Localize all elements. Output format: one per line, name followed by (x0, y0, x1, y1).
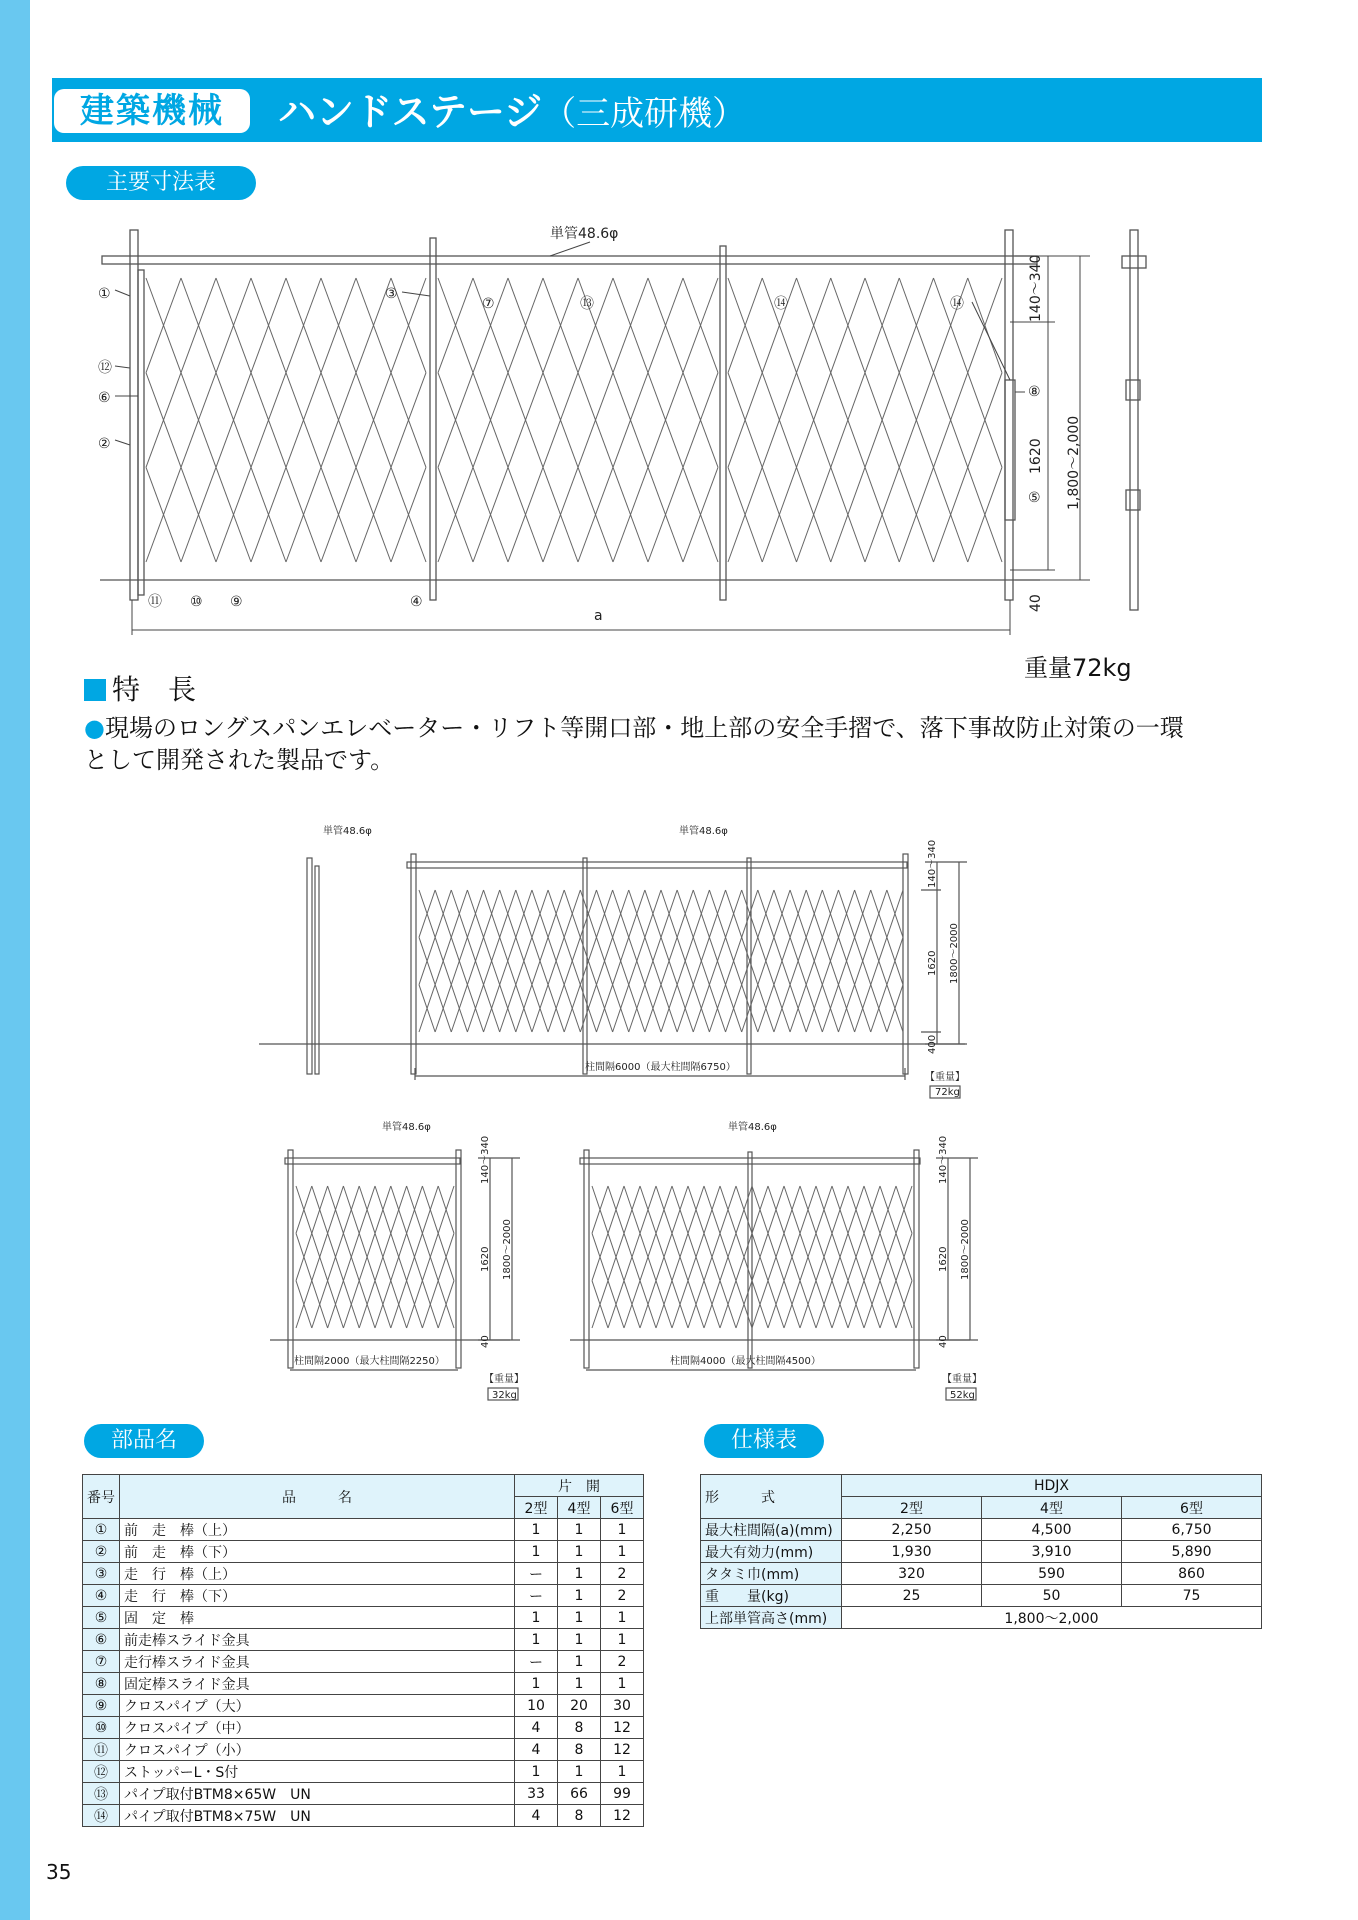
spec-label: タタミ巾(mm) (701, 1563, 842, 1585)
callout-7: ⑦ (482, 296, 495, 312)
dim-total: 1,800～2,000 (1066, 415, 1082, 510)
section-spec-label: 仕様表 (704, 1424, 824, 1458)
callout-9: ⑨ (230, 594, 243, 610)
col-4type: 4型 (558, 1497, 601, 1519)
part-qty: 4 (515, 1805, 558, 1827)
fig3-span: 柱間隔4000（最大柱間隔4500） (670, 1356, 821, 1367)
part-qty: 2 (601, 1563, 644, 1585)
main-dimension-drawing (80, 210, 1180, 640)
dim-bottom: 40 (1028, 594, 1044, 612)
parts-row (83, 1739, 644, 1761)
part-no: ④ (83, 1585, 120, 1607)
fig2-d1: 140～340 (480, 1135, 491, 1184)
parts-row (83, 1761, 644, 1783)
parts-row (83, 1519, 644, 1541)
pipe-label: 単管48.6φ (550, 226, 619, 242)
part-qty: 4 (515, 1717, 558, 1739)
part-name: クロスパイプ（小） (120, 1739, 515, 1761)
fig3-d3: 1800～2000 (960, 1219, 971, 1280)
fig1-span: 柱間隔6000（最大柱間隔6750） (585, 1062, 736, 1073)
spec-label: 重 量(kg) (701, 1585, 842, 1607)
part-name: 走行棒スライド金具 (120, 1651, 515, 1673)
spec-label: 最大柱間隔(a)(mm) (701, 1519, 842, 1541)
part-no: ⑪ (83, 1739, 120, 1761)
part-name: 固 定 棒 (120, 1607, 515, 1629)
fig3-d2: 1620 (938, 1246, 949, 1272)
part-name: パイプ取付BTM8×65W UN (120, 1783, 515, 1805)
part-qty: 2 (601, 1585, 644, 1607)
part-qty: 1 (558, 1607, 601, 1629)
fig3-d4: 40 (938, 1335, 949, 1348)
spec-type-2: 2型 (842, 1497, 982, 1519)
part-no: ⑦ (83, 1651, 120, 1673)
page-title (278, 84, 746, 140)
fig2-weight-label: 【重量】 (484, 1374, 524, 1385)
parts-row (83, 1629, 644, 1651)
part-qty: 1 (601, 1519, 644, 1541)
callout-8: ⑧ (1028, 384, 1041, 400)
part-name: クロスパイプ（中） (120, 1717, 515, 1739)
parts-row (83, 1607, 644, 1629)
page-number: 35 (46, 1860, 72, 1884)
callout-13: ⑬ (580, 296, 594, 312)
spec-height-label: 上部単管高さ(mm) (701, 1607, 842, 1629)
part-qty: 33 (515, 1783, 558, 1805)
bullet-icon: ● (84, 714, 105, 742)
spec-row (701, 1541, 1262, 1563)
spec-value: 2,250 (842, 1519, 982, 1541)
fig1-d3: 1800～2000 (949, 923, 960, 984)
section-dimensions-label: 主要寸法表 (66, 166, 256, 200)
part-qty: 1 (558, 1761, 601, 1783)
fig1-pipe-left: 単管48.6φ (323, 826, 372, 837)
part-qty: ー (515, 1585, 558, 1607)
part-name: 前走棒スライド金具 (120, 1629, 515, 1651)
parts-row (83, 1717, 644, 1739)
parts-row (83, 1651, 644, 1673)
features-text (84, 712, 1194, 776)
part-qty: 12 (601, 1717, 644, 1739)
parts-row (83, 1673, 644, 1695)
spec-row (701, 1519, 1262, 1541)
col-6type: 6型 (601, 1497, 644, 1519)
part-qty: 30 (601, 1695, 644, 1717)
spec-value: 1,930 (842, 1541, 982, 1563)
col-no: 番号 (83, 1475, 120, 1519)
spec-type-6: 6型 (1122, 1497, 1262, 1519)
part-qty: 99 (601, 1783, 644, 1805)
spec-model: HDJX (842, 1475, 1262, 1497)
spec-value: 3,910 (982, 1541, 1122, 1563)
fig1-d1: 140～340 (927, 839, 938, 888)
part-no: ⑭ (83, 1805, 120, 1827)
fig3-d1: 140～340 (938, 1135, 949, 1184)
col-group: 片 開 (515, 1475, 644, 1497)
fig1-d4: 400 (927, 1034, 938, 1054)
parts-table (82, 1474, 644, 1827)
part-qty: 1 (558, 1563, 601, 1585)
spec-type-4: 4型 (982, 1497, 1122, 1519)
col-2type: 2型 (515, 1497, 558, 1519)
spec-row (701, 1563, 1262, 1585)
spec-value: 6,750 (1122, 1519, 1262, 1541)
part-name: 前 走 棒（下） (120, 1541, 515, 1563)
section-parts-label: 部品名 (84, 1424, 204, 1458)
features-heading (84, 668, 196, 708)
part-no: ③ (83, 1563, 120, 1585)
fig1-pipe: 単管48.6φ (679, 826, 728, 837)
col-name: 品 名 (120, 1475, 515, 1519)
part-qty: 1 (601, 1673, 644, 1695)
fig3-weight-label: 【重量】 (942, 1374, 982, 1385)
spec-value: 50 (982, 1585, 1122, 1607)
fig2-d3: 1800～2000 (502, 1219, 513, 1280)
callout-6: ⑥ (98, 390, 111, 406)
part-qty: 1 (515, 1673, 558, 1695)
part-no: ⑫ (83, 1761, 120, 1783)
spec-row (701, 1585, 1262, 1607)
spec-value: 75 (1122, 1585, 1262, 1607)
spec-value: 4,500 (982, 1519, 1122, 1541)
part-qty: 1 (515, 1761, 558, 1783)
spec-label: 最大有効力(mm) (701, 1541, 842, 1563)
callout-14a: ⑭ (774, 296, 788, 312)
parts-row (83, 1805, 644, 1827)
part-name: クロスパイプ（大） (120, 1695, 515, 1717)
part-qty: 1 (515, 1519, 558, 1541)
part-no: ⑬ (83, 1783, 120, 1805)
spec-height: 1,800～2,000 (842, 1607, 1262, 1629)
callout-5: ⑤ (1028, 490, 1041, 506)
side-color-bar (0, 0, 30, 1920)
spec-value: 590 (982, 1563, 1122, 1585)
product-name: ハンドステージ (278, 90, 543, 134)
part-qty: ー (515, 1651, 558, 1673)
fig2-d2: 1620 (480, 1246, 491, 1272)
part-name: 前 走 棒（上） (120, 1519, 515, 1541)
part-name: 走 行 棒（上） (120, 1563, 515, 1585)
part-no: ⑨ (83, 1695, 120, 1717)
fig3-weight: 52kg (950, 1390, 975, 1401)
callout-14b: ⑭ (950, 296, 964, 312)
maker-name: （三成研機） (542, 94, 747, 134)
part-qty: 1 (515, 1541, 558, 1563)
spec-value: 860 (1122, 1563, 1262, 1585)
fig2-span: 柱間隔2000（最大柱間隔2250） (294, 1356, 445, 1367)
parts-row (83, 1585, 644, 1607)
part-qty: 1 (558, 1651, 601, 1673)
part-qty: 1 (601, 1629, 644, 1651)
fig2-pipe: 単管48.6φ (382, 1122, 431, 1133)
part-name: 固定棒スライド金具 (120, 1673, 515, 1695)
parts-row (83, 1563, 644, 1585)
figure-2-type (270, 1112, 560, 1402)
spec-model-label: 形 式 (701, 1475, 842, 1519)
spec-value: 25 (842, 1585, 982, 1607)
part-no: ② (83, 1541, 120, 1563)
spec-value: 320 (842, 1563, 982, 1585)
part-qty: 1 (558, 1629, 601, 1651)
part-qty: 12 (601, 1805, 644, 1827)
callout-11: ⑪ (148, 594, 162, 610)
part-no: ⑤ (83, 1607, 120, 1629)
part-qty: 4 (515, 1739, 558, 1761)
part-name: ストッパーL・S付 (120, 1761, 515, 1783)
part-qty: 1 (558, 1585, 601, 1607)
part-no: ① (83, 1519, 120, 1541)
part-qty: 20 (558, 1695, 601, 1717)
category-label: 建築機械 (54, 89, 250, 133)
part-no: ⑥ (83, 1629, 120, 1651)
part-qty: 1 (515, 1629, 558, 1651)
spec-table (700, 1474, 1262, 1629)
part-qty: 1 (558, 1541, 601, 1563)
part-qty: 1 (601, 1541, 644, 1563)
part-name: 走 行 棒（下） (120, 1585, 515, 1607)
square-bullet-icon (84, 679, 106, 701)
fig1-weight-label: 【重量】 (925, 1072, 965, 1083)
fig1-weight: 72kg (935, 1087, 960, 1098)
part-qty: 1 (601, 1761, 644, 1783)
part-qty: 1 (558, 1519, 601, 1541)
part-qty: 12 (601, 1739, 644, 1761)
part-qty: 1 (601, 1607, 644, 1629)
dim-top: 140～340 (1028, 254, 1044, 322)
part-qty: 8 (558, 1717, 601, 1739)
part-qty: 8 (558, 1739, 601, 1761)
parts-row (83, 1783, 644, 1805)
dim-mid: 1620 (1028, 438, 1044, 474)
callout-12: ⑫ (98, 360, 112, 376)
callout-4: ④ (410, 594, 423, 610)
part-no: ⑧ (83, 1673, 120, 1695)
features-text-body: 現場のロングスパンエレベーター・リフト等開口部・地上部の安全手摺で、落下事故防止対策の一環として開発された製品です。 (84, 714, 1184, 774)
fig2-d4: 40 (480, 1335, 491, 1348)
fig1-d2: 1620 (927, 950, 938, 976)
parts-row (83, 1695, 644, 1717)
callout-1: ① (98, 286, 111, 302)
part-qty: 66 (558, 1783, 601, 1805)
figure-6-type (255, 818, 995, 1108)
part-qty: ー (515, 1563, 558, 1585)
part-qty: 1 (558, 1673, 601, 1695)
main-weight: 重量72kg (1024, 654, 1132, 682)
fig2-weight: 32kg (492, 1390, 517, 1401)
fig3-pipe: 単管48.6φ (728, 1122, 777, 1133)
part-name: パイプ取付BTM8×75W UN (120, 1805, 515, 1827)
callout-3: ③ (385, 286, 398, 302)
part-qty: 1 (515, 1607, 558, 1629)
part-qty: 2 (601, 1651, 644, 1673)
part-qty: 10 (515, 1695, 558, 1717)
parts-row (83, 1541, 644, 1563)
spec-value: 5,890 (1122, 1541, 1262, 1563)
callout-10: ⑩ (190, 594, 203, 610)
dim-width: a (594, 608, 603, 624)
features-heading-text: 特 長 (112, 673, 197, 706)
part-no: ⑩ (83, 1717, 120, 1739)
callout-2: ② (98, 436, 111, 452)
figure-4-type (570, 1112, 1000, 1402)
part-qty: 8 (558, 1805, 601, 1827)
